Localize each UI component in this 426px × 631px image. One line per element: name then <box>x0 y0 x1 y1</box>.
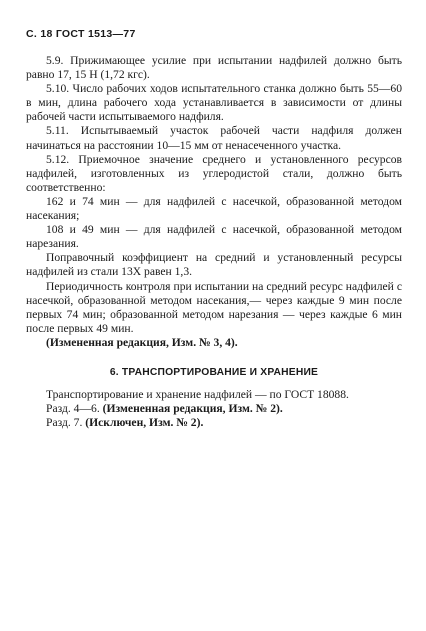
paragraph-5-9: 5.9. Прижимающее усилие при испытании надфилей должно быть равно 17, 15 Н (1,72 кгс). <box>26 54 402 82</box>
razd-4-6-line <box>26 402 402 416</box>
razd-7-prefix: Разд. 7. <box>46 416 83 430</box>
section-6-text: Транспортирование и хранение надфилей — по ГОСТ 18088. <box>46 387 349 401</box>
page-header: С. 18 ГОСТ 1513—77 <box>26 28 136 40</box>
paragraph-5-12: 5.12. Приемочное значение среднего и установленного ресурсов надфилей, изготовленных из углеродистой стали, должно быть соответственно: <box>26 152 402 194</box>
amendment-note: (Измененная редакция, Изм. № 3, 4). <box>46 335 238 349</box>
paragraph-correction-factor: Поправочный коэффициент на средний и установленный ресурсы надфилей из стали 13Х равен 1,3. <box>26 251 402 279</box>
razd-7-line <box>26 416 402 430</box>
paragraph-periodicity: Периодичность контроля при испытании на средний ресурс надфилей с насечкой, образованной методом насекания,— через каждые 9 мин после первых 74 мин; образованной методом нарезания — через каждые 6 мин после первых 49 мин. <box>26 279 402 335</box>
paragraph-5-11: 5.11. Испытываемый участок рабочей части надфиля должен начинаться на расстоянии 10—15 мм от ненасеченного участка. <box>26 124 402 152</box>
razd-4-6-note: (Измененная редакция, Изм. № 2). <box>102 402 283 416</box>
paragraph-5-10: 5.10. Число рабочих ходов испытательного станка должно быть 55—60 в мин, длина рабочего хода устанавливается в зависимости от длины рабочей части испытываемого надфиля. <box>26 82 402 124</box>
section-title: 6. ТРАНСПОРТИРОВАНИЕ И ХРАНЕНИЕ <box>109 366 319 378</box>
paragraph-5-12-item-1: 162 и 74 мин — для надфилей с насечкой, образованной методом насекания; <box>26 194 402 223</box>
razd-7-note: (Исключен, Изм. № 2). <box>85 416 204 430</box>
paragraph-5-12-item-2: 108 и 49 мин — для надфилей с насечкой, образованной методом нарезания. <box>26 223 402 251</box>
razd-4-6-prefix: Разд. 4—6. <box>46 402 100 416</box>
